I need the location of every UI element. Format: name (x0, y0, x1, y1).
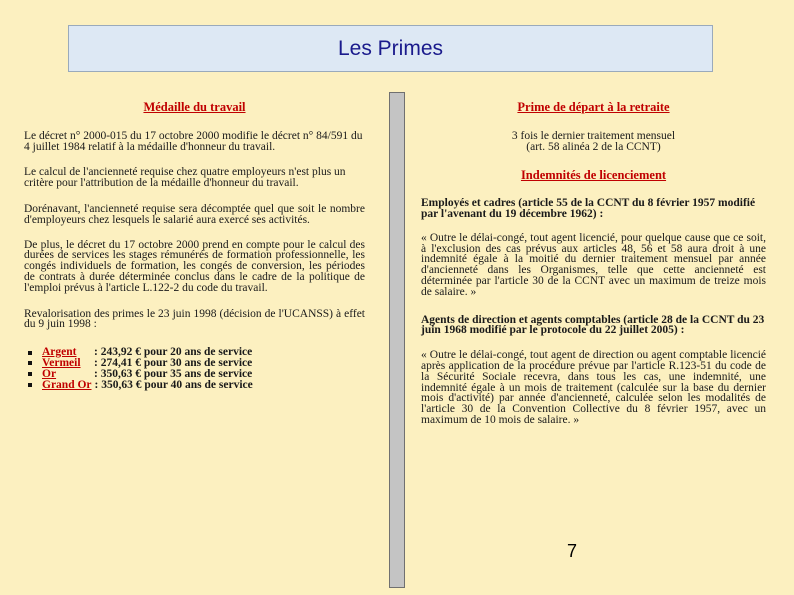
agents-title: Agents de direction et agents comptables (article 28 de la CCNT du 23 juin 1968 modifié par le protocole du 22 juillet 2005) : (421, 313, 765, 337)
medal-value: : 350,63 € pour 40 ans de service (94, 378, 253, 391)
bullet-icon (28, 372, 32, 376)
medal-list (24, 347, 365, 390)
bullet-icon (28, 361, 32, 365)
bullet-icon (28, 383, 32, 387)
agents-quote: « Outre le délai-congé, tout agent de direction ou agent comptable licencié après application de la procédure prévue par l'article R.123-51 du code de la Sécurité Sociale recevra, dans tous les cas, une indemnité, une indemnité égale à un mois de traitement (calculée sur la base du dernier mois d'activité) par année d'ancienneté, calculée selon les modalités de l'article 30 de la Convention Collective du 8 février 1957, avec un maximum de 10 mois de salaire. » (421, 349, 766, 426)
paragraph-de-plus: De plus, le décret du 17 octobre 2000 prend en compte pour le calcul des durées de services les stages rémunérés de formation professionnelle, les congés individuels de formation, les congés de conversion, les périodes de contrats à durée déterminée conclus dans le cadre de la politique de l'emploi prévus à l'article L.122-2 du code du travail. (24, 238, 365, 294)
paragraph-revalorisation: Revalorisation des primes le 23 juin 1998 (décision de l'UCANSS) à effet du 9 juin 1998 : (24, 307, 365, 331)
list-item (28, 369, 365, 380)
retraite-line-1: 3 fois le dernier traitement mensuel (511, 129, 676, 142)
column-divider (389, 92, 405, 588)
licenciement-heading: Indemnités de licenciement (520, 168, 667, 183)
employes-quote: « Outre le délai-congé, tout agent licencié, pour quelque cause que ce soit, à l'exclusion des cas prévus aux articles 48, 56 et 58 aura droit à une indemnité égale à la moitié du dernier traitement mensuel par année d'ancienneté dans les Organismes, telle que cette ancienneté est déterminée par l'article 30 de la CCNT avec un maximum de treize mois de salaire. » (421, 231, 766, 298)
paragraph-decret: Le décret n° 2000-015 du 17 octobre 2000 modifie le décret n° 84/591 du 4 juillet 1984 relatif à la médaille d'honneur du travail. (24, 129, 363, 153)
right-column (421, 102, 766, 426)
medal-value: : 350,63 € pour 35 ans de service (94, 367, 253, 380)
employes-title: Employés et cadres (article 55 de la CCNT du 8 février 1957 modifié par l'avenant du 19 décembre 1962) : (421, 197, 756, 220)
bullet-icon (28, 351, 32, 355)
medaille-heading: Médaille du travail (143, 100, 246, 114)
medal-value: : 274,41 € pour 30 ans de service (94, 356, 253, 369)
medal-name: Or (42, 367, 57, 380)
page-number: 7 (567, 541, 578, 561)
medal-name: Vermeil (42, 356, 81, 369)
medal-value: : 243,92 € pour 20 ans de service (94, 346, 253, 359)
retraite-heading: Prime de départ à la retraite (517, 100, 670, 114)
list-item (28, 380, 365, 391)
retraite-line-2: (art. 58 alinéa 2 de la CCNT) (526, 140, 661, 153)
medal-name: Argent (42, 346, 77, 359)
medal-name: Grand Or (42, 378, 92, 391)
left-column (24, 102, 365, 390)
paragraph-calcul: Le calcul de l'ancienneté requise chez quatre employeurs n'est plus un critère pour l'attribution de la médaille d'honneur du travail. (24, 166, 346, 190)
paragraph-dorenavant: Dorénavant, l'ancienneté requise sera décomptée quel que soit le nombre d'employeurs chez lesquels le salarié aura exercé ses activités. (24, 202, 365, 226)
page-title: Les Primes (68, 25, 713, 72)
